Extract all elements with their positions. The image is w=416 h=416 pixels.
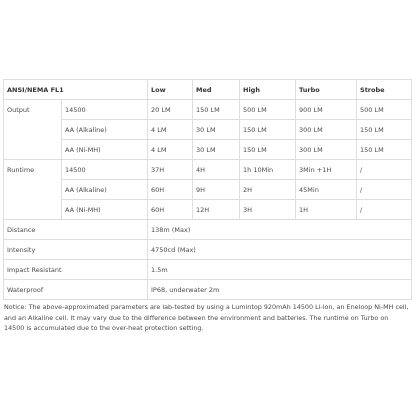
table-row	[4, 160, 412, 180]
table-cell: 500 LM	[357, 100, 412, 120]
battery-type: AA (Alkaline)	[62, 180, 148, 200]
table-row	[4, 220, 412, 240]
row-label-distance: Distance	[4, 220, 148, 240]
row-label-empty	[4, 180, 62, 200]
row-label-intensity: Intensity	[4, 240, 148, 260]
table-cell: 300 LM	[296, 140, 357, 160]
table-cell: 4H	[193, 160, 240, 180]
table-cell: 20 LM	[148, 100, 193, 120]
battery-type: AA (Ni-MH)	[62, 140, 148, 160]
table-row	[4, 200, 412, 220]
table-cell: 150 LM	[193, 100, 240, 120]
row-label-runtime: Runtime	[4, 160, 62, 180]
header-mode-turbo: Turbo	[296, 80, 357, 100]
table-cell: 1H	[296, 200, 357, 220]
table-cell: 3Min +1H	[296, 160, 357, 180]
table-cell: 150 LM	[240, 140, 296, 160]
table-cell: 1h 10Min	[240, 160, 296, 180]
table-cell: 500 LM	[240, 100, 296, 120]
battery-type: AA (Ni-MH)	[62, 200, 148, 220]
row-label-waterproof: Waterproof	[4, 280, 148, 300]
intensity-value: 4750cd (Max)	[148, 240, 412, 260]
table-cell: 2H	[240, 180, 296, 200]
table-cell: 3H	[240, 200, 296, 220]
row-label-empty	[4, 200, 62, 220]
distance-value: 138m (Max)	[148, 220, 412, 240]
table-cell: 60H	[148, 200, 193, 220]
table-row	[4, 280, 412, 300]
table-cell: 30 LM	[193, 140, 240, 160]
table-cell: 900 LM	[296, 100, 357, 120]
impact-value: 1.5m	[148, 260, 412, 280]
table-row	[4, 240, 412, 260]
table-cell: 150 LM	[357, 140, 412, 160]
table-cell: 150 LM	[357, 120, 412, 140]
table-cell: /	[357, 160, 412, 180]
row-label-empty	[4, 140, 62, 160]
table-cell: 12H	[193, 200, 240, 220]
table-cell: 60H	[148, 180, 193, 200]
table-row	[4, 140, 412, 160]
header-mode-strobe: Strobe	[357, 80, 412, 100]
table-row	[4, 100, 412, 120]
table-cell: 150 LM	[240, 120, 296, 140]
table-cell: 30 LM	[193, 120, 240, 140]
battery-type: AA (Alkaline)	[62, 120, 148, 140]
table-cell: 9H	[193, 180, 240, 200]
row-label-impact: Impact Resistant	[4, 260, 148, 280]
battery-type: 14500	[62, 160, 148, 180]
table-row	[4, 260, 412, 280]
header-mode-low: Low	[148, 80, 193, 100]
table-cell: 37H	[148, 160, 193, 180]
header-corner: ANSI/NEMA FL1	[4, 80, 148, 100]
spec-table	[3, 79, 412, 300]
row-label-output: Output	[4, 100, 62, 120]
table-cell: 4 LM	[148, 120, 193, 140]
waterproof-value: IP68, underwater 2m	[148, 280, 412, 300]
table-cell: 4 LM	[148, 140, 193, 160]
header-mode-med: Med	[193, 80, 240, 100]
table-row	[4, 120, 412, 140]
table-cell: 300 LM	[296, 120, 357, 140]
table-row	[4, 180, 412, 200]
battery-type: 14500	[62, 100, 148, 120]
table-cell: /	[357, 180, 412, 200]
header-mode-high: High	[240, 80, 296, 100]
notice-text: Notice: The above-approximated parameters are lab-tested by using a Lumintop 920mAh 14500 Li-ion, an Eneloop Ni-MH cell, and an Alkaline cell. It may vary due to the difference between the environment and batteries. The runtime on Turbo on 14500 is accumulated due to the over-heat protection setting.	[4, 303, 409, 332]
table-header-row	[4, 80, 412, 100]
row-label-empty	[4, 120, 62, 140]
table-cell: /	[357, 200, 412, 220]
table-cell: 45Min	[296, 180, 357, 200]
